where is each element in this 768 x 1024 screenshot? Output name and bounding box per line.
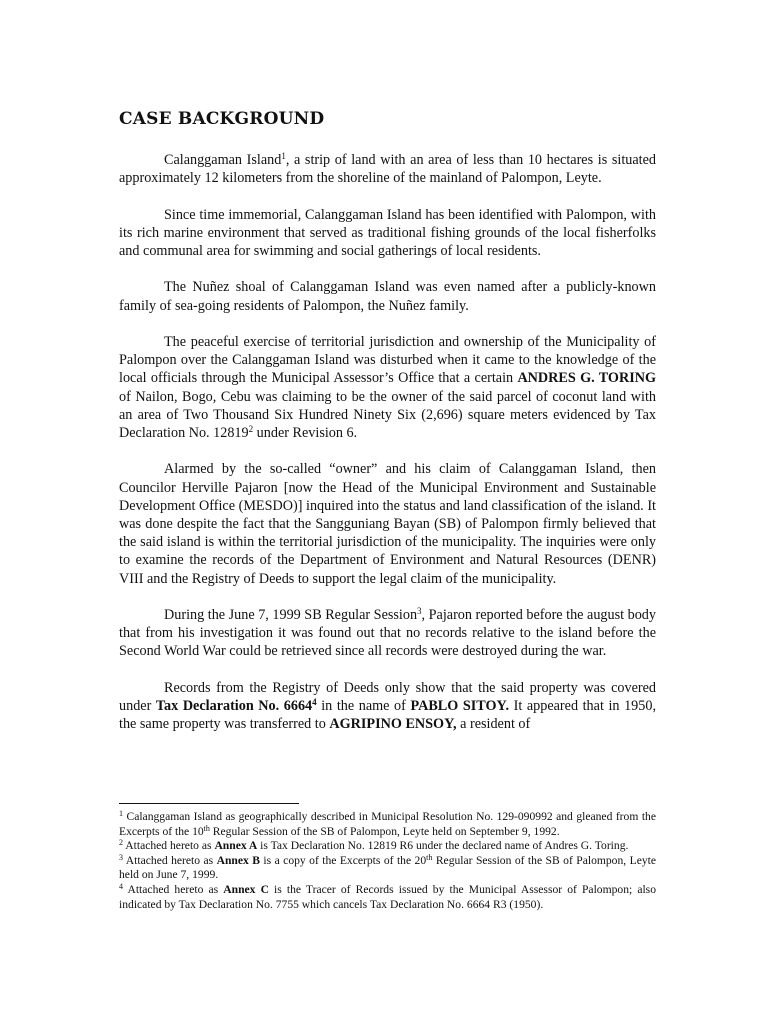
tax-declaration: Tax Declaration No. 6664 <box>155 698 313 714</box>
text: , a strip of land with an area of less than 10 hectares is situated approximately 12 kilometers from the shoreline of the mainland of Palompon, Leyte. <box>119 152 656 187</box>
text: The peaceful exercise of territorial jurisdiction and ownership of the Municipality of Palompon over the Calanggaman Island was disturbed when it came to the knowledge of the local officials through the Municipal Assessor’s Office that a certain <box>119 333 656 387</box>
text: Calanggaman Island <box>164 152 282 168</box>
footnote-3 <box>119 854 656 883</box>
text: Regular Session of the SB of Palompon, Leyte held on June 7, 1999. <box>119 853 656 882</box>
text: Records from the Registry of Deeds only show that the said property was covered under <box>119 679 656 714</box>
paragraph-2: Since time immemorial, Calanggaman Island has been identified with Palompon, with its rich marine environment that served as traditional fishing grounds of the local fisherfolks and communal area for swimming and social gatherings of local residents. <box>119 206 656 259</box>
footnote-2 <box>119 839 656 854</box>
text: During the June 7, 1999 SB Regular Session <box>164 607 418 623</box>
paragraph-4 <box>119 333 656 442</box>
text: , Pajaron reported before the august body that from his investigation it was found out that no records relative to the island before the Second World War could be retrieved since all records were destroyed during the war. <box>119 607 656 660</box>
text: under Revision 6. <box>253 425 358 441</box>
text: Calanggaman Island as geographically described in Municipal Resolution No. 129-090992 and gleaned from the Excerpts of the 10 <box>119 810 656 838</box>
section-heading: CASE BACKGROUND <box>119 109 325 129</box>
text: is Tax Declaration No. 12819 R6 under the declared name of Andres G. Toring. <box>257 839 629 853</box>
text: of Nailon, Bogo, Cebu was claiming to be the owner of the said parcel of coconut land with an area of Two Thousand Six Hundred Ninety Six (2,696) square meters evidenced by Tax Declaration No. 12819 <box>119 388 656 441</box>
footnote-number: 2 <box>119 838 123 848</box>
footnote-4 <box>119 883 656 912</box>
footnote-ref-2: 2 <box>248 424 254 434</box>
footnotes <box>119 810 656 912</box>
paragraph-3: The Nuñez shoal of Calanggaman Island was even named after a publicly-known family of sea-going residents of Palompon, the Nuñez family. <box>119 279 656 314</box>
owner-name: PABLO SITOY. <box>410 698 510 714</box>
footnote-1 <box>119 810 656 839</box>
footnote-number: 3 <box>119 852 123 862</box>
text: in the name of <box>316 698 411 714</box>
footnote-ref-3: 3 <box>417 606 422 616</box>
text: is a copy of the Excerpts of the 20 <box>259 853 427 867</box>
paragraph-5: Alarmed by the so-called “owner” and his claim of Calanggaman Island, then Councilor Herville Pajaron [now the Head of the Municipal Environment and Sustainable Development Office (MESDO)] inquired into the status and land classification of the island. It was done despite the fact that the Sangguniang Bayan (SB) of Palompon firmly believed that the said island is within the territorial jurisdiction of the municipality. The inquiries were only to examine the records of the Department of Environment and Natural Resources (DENR) VIII and the Registry of Deeds to support the legal claim of the municipality. <box>119 461 656 587</box>
ordinal-suffix: th <box>426 852 433 862</box>
transferee-name: AGRIPINO ENSOY, <box>329 716 457 733</box>
text: a resident of <box>456 716 531 733</box>
text: Attached hereto as <box>123 882 224 896</box>
ordinal-suffix: th <box>203 823 210 833</box>
text: It appeared that in 1950, the same property was transferred to <box>119 698 656 733</box>
text: Attached hereto as <box>123 853 217 867</box>
paragraph-6 <box>119 606 656 661</box>
paragraph-1 <box>119 151 656 187</box>
footnote-ref-4-num: 4 <box>312 697 317 707</box>
footnote-divider <box>119 803 299 804</box>
paragraph-7 <box>119 679 656 734</box>
footnote-ref-1: 1 <box>281 151 286 161</box>
annex-label: Annex A <box>214 839 258 853</box>
text: Attached hereto as <box>123 839 215 853</box>
claimant-name: ANDRES G. TORING <box>517 370 657 387</box>
footnote-number: 1 <box>119 809 123 818</box>
text: Regular Session of the SB of Palompon, Leyte held on September 9, 1992. <box>209 824 560 838</box>
annex-label: Annex B <box>216 853 260 867</box>
body-text <box>119 151 656 752</box>
annex-label: Annex C <box>223 882 269 896</box>
text: is the Tracer of Records issued by the Municipal Assessor of Palompon; also indicated by Tax Declaration No. 7755 which cancels Tax Declaration No. 6664 R3 (1950). <box>119 882 656 911</box>
footnote-number: 4 <box>119 881 123 891</box>
